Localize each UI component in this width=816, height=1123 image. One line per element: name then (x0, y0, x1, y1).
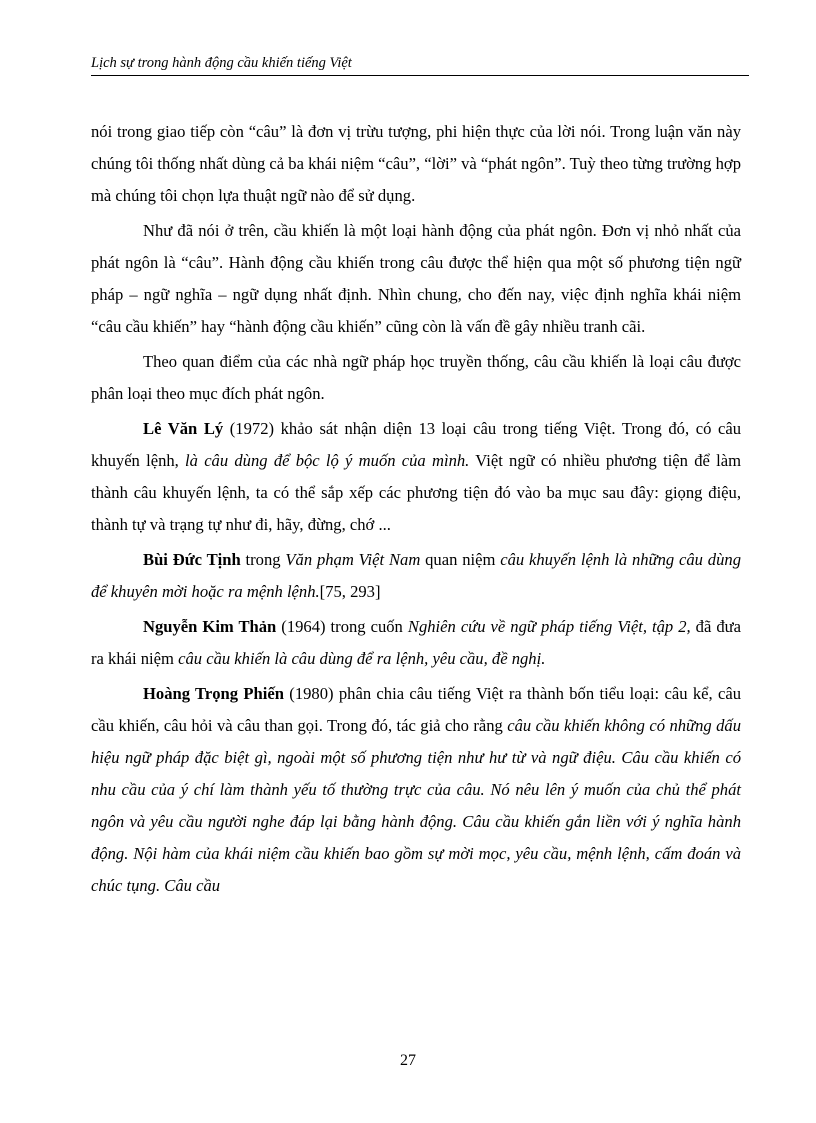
author-name: Hoàng Trọng Phiến (143, 684, 284, 703)
text-run: Việt ngữ có nhiều phương tiện để làm thành câu khuyến lệnh, ta có thể sắp xếp các phương tiện đó vào ba mục sau đây: giọng điệu, thành tự và trạng tự như đi, hãy, đừng, chớ ... (91, 451, 741, 534)
text-run: trong (240, 550, 286, 569)
citation: [75, 293] (319, 582, 381, 601)
paragraph-2: Như đã nói ở trên, cầu khiến là một loại hành động của phát ngôn. Đơn vị nhỏ nhất của phát ngôn là “câu”. Hành động cầu khiến trong câu được thể hiện qua một số phương tiện ngữ pháp – ngữ nghĩa – ngữ dụng nhất định. Nhìn chung, cho đến nay, việc định nghĩa khái niệm “câu cầu khiến” hay “hành động cầu khiến” cũng còn là vấn đề gây nhiều tranh cãi. (91, 221, 741, 336)
page-body (91, 116, 741, 905)
italic-run: Văn phạm Việt Nam (285, 550, 421, 569)
header-title: Lịch sự trong hành động cầu khiến tiếng Việt (91, 55, 352, 71)
author-name: Nguyễn Kim Thản (143, 617, 277, 636)
paragraph-5 (91, 544, 741, 608)
italic-run: là câu dùng để bộc lộ ý muốn của mình. (185, 451, 470, 470)
text-run: (1972) khảo sát nhận diện 13 loại câu trong tiếng Việt. Trong đó, có câu khuyến lệnh, (91, 419, 741, 470)
italic-run: câu cầu khiến không có những dấu hiệu ngữ pháp đặc biệt gì, ngoài một số phương tiện như hư từ và ngữ điệu. Câu cầu khiến có nhu cầu của ý chí làm thành yếu tố thường trực của câu. Nó nêu lên ý muốn của chủ thể phát ngôn và yêu cầu người nghe đáp lại bằng hành động. Câu cầu khiến gắn liền với ý nghĩa hành động. Nội hàm của khái niệm cầu khiến bao gồm sự mời mọc, yêu cầu, mệnh lệnh, cấm đoán và chúc tụng. Câu cầu (91, 716, 741, 895)
author-name: Lê Văn Lý (143, 419, 224, 438)
running-header (91, 51, 749, 76)
text-run: (1980) phân chia câu tiếng Việt ra thành bốn tiểu loại: câu kể, câu cầu khiến, câu hỏi và câu than gọi. Trong đó, tác giả cho rằng (91, 684, 741, 735)
paragraph-3: Theo quan điểm của các nhà ngữ pháp học truyền thống, câu cầu khiến là loại câu được phân loại theo mục đích phát ngôn. (91, 352, 741, 403)
text-run: đã đưa ra khái niệm (91, 617, 741, 668)
italic-run: câu cầu khiến là câu dùng để ra lệnh, yêu cầu, đề nghị. (178, 649, 546, 668)
text-run: quan niệm (420, 550, 501, 569)
italic-run: câu khuyến lệnh là những câu dùng để khuyên mời hoặc ra mệnh lệnh. (91, 550, 741, 601)
paragraph-6 (91, 611, 741, 675)
paragraph-1: nói trong giao tiếp còn “câu” là đơn vị trừu tượng, phi hiện thực của lời nói. Trong luận văn này chúng tôi thống nhất dùng cả ba khái niệm “câu”, “lời” và “phát ngôn”. Tuỳ theo từng trường hợp mà chúng tôi chọn lựa thuật ngữ nào để sử dụng. (91, 122, 741, 205)
page-number: 27 (400, 1052, 416, 1069)
paragraph-4 (91, 413, 741, 541)
italic-run: Nghiên cứu về ngữ pháp tiếng Việt, tập 2, (407, 617, 691, 636)
text-run: (1964) trong cuốn (276, 617, 408, 636)
author-name: Bùi Đức Tịnh (143, 550, 241, 569)
paragraph-7 (91, 678, 741, 902)
